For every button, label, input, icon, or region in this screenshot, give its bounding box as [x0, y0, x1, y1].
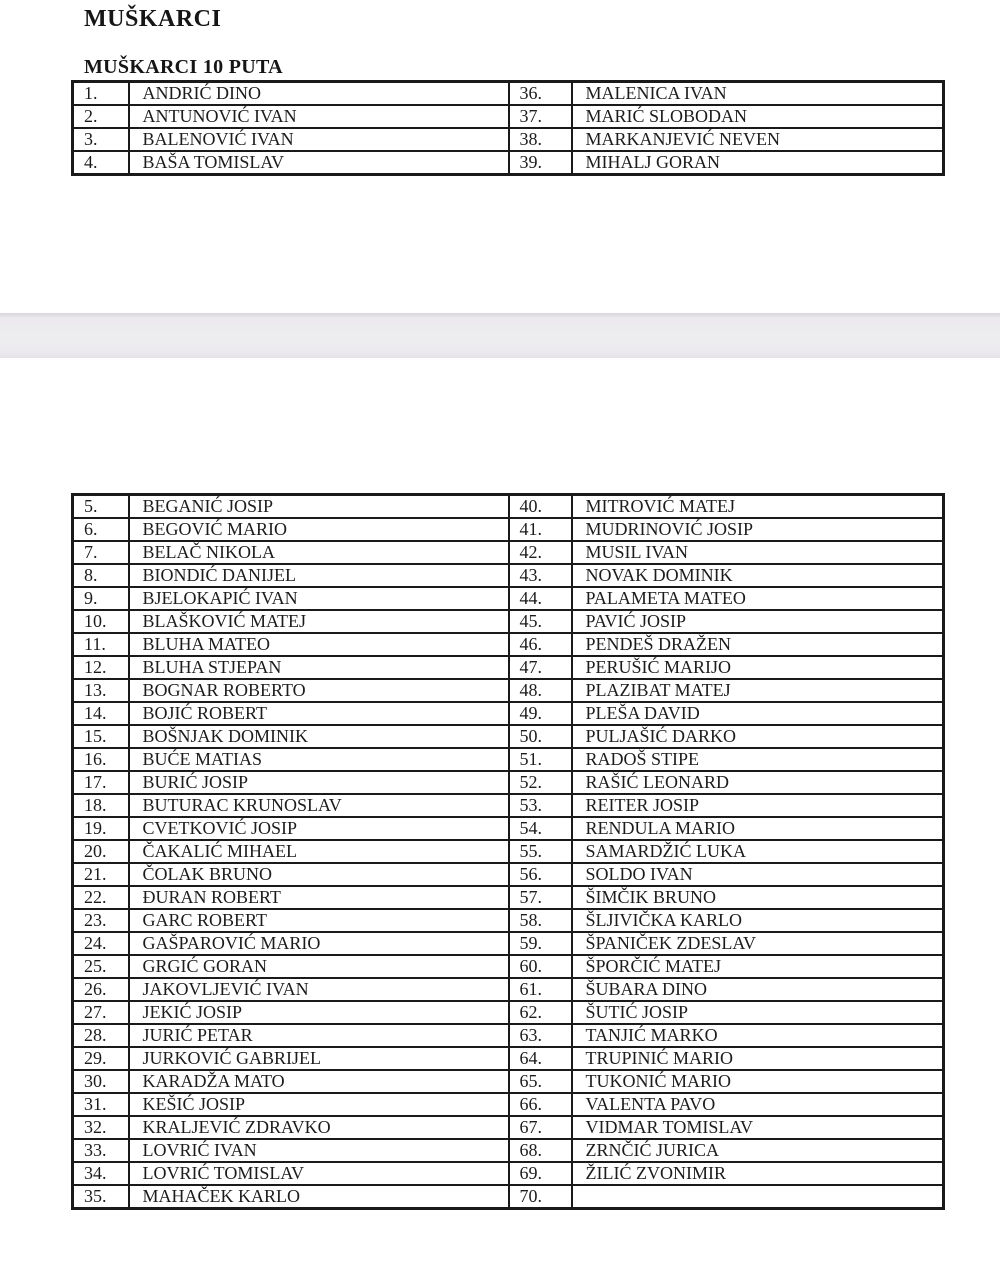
name-cell: ŠUTIĆ JOSIP	[572, 1001, 944, 1024]
name-cell: LOVRIĆ TOMISLAV	[129, 1162, 509, 1185]
name-cell: GRGIĆ GORAN	[129, 955, 509, 978]
row-number-cell: 44.	[509, 587, 572, 610]
name-cell: JURIĆ PETAR	[129, 1024, 509, 1047]
name-cell: TRUPINIĆ MARIO	[572, 1047, 944, 1070]
name-cell: SAMARDŽIĆ LUKA	[572, 840, 944, 863]
row-number-cell: 57.	[509, 886, 572, 909]
name-cell: LOVRIĆ IVAN	[129, 1139, 509, 1162]
row-number-cell: 22.	[73, 886, 129, 909]
table-row	[73, 564, 944, 587]
name-cell: RAŠIĆ LEONARD	[572, 771, 944, 794]
table-row	[73, 128, 944, 151]
name-cell: PLEŠA DAVID	[572, 702, 944, 725]
name-cell: BJELOKAPIĆ IVAN	[129, 587, 509, 610]
name-cell: MAHAČEK KARLO	[129, 1185, 509, 1209]
name-cell: BEGANIĆ JOSIP	[129, 495, 509, 519]
name-cell: KARADŽA MATO	[129, 1070, 509, 1093]
table-row	[73, 518, 944, 541]
table-row	[73, 1001, 944, 1024]
row-number-cell: 1.	[73, 82, 129, 106]
page-break-band	[0, 313, 1000, 358]
name-cell: BUTURAC KRUNOSLAV	[129, 794, 509, 817]
row-number-cell: 19.	[73, 817, 129, 840]
row-number-cell: 68.	[509, 1139, 572, 1162]
row-number-cell: 23.	[73, 909, 129, 932]
row-number-cell: 13.	[73, 679, 129, 702]
table-row	[73, 955, 944, 978]
table-row	[73, 82, 944, 106]
name-cell: JURKOVIĆ GABRIJEL	[129, 1047, 509, 1070]
table-row	[73, 1093, 944, 1116]
name-cell: BIONDIĆ DANIJEL	[129, 564, 509, 587]
name-cell: BLUHA MATEO	[129, 633, 509, 656]
table-row	[73, 863, 944, 886]
name-cell: PENDEŠ DRAŽEN	[572, 633, 944, 656]
row-number-cell: 33.	[73, 1139, 129, 1162]
table-row	[73, 679, 944, 702]
row-number-cell: 41.	[509, 518, 572, 541]
row-number-cell: 25.	[73, 955, 129, 978]
table-row	[73, 978, 944, 1001]
roster-table-bottom	[71, 493, 945, 1210]
table-row	[73, 840, 944, 863]
section-subtitle: MUŠKARCI 10 PUTA	[84, 56, 283, 78]
row-number-cell: 42.	[509, 541, 572, 564]
row-number-cell: 51.	[509, 748, 572, 771]
row-number-cell: 47.	[509, 656, 572, 679]
name-cell: KRALJEVIĆ ZDRAVKO	[129, 1116, 509, 1139]
row-number-cell: 27.	[73, 1001, 129, 1024]
name-cell: TANJIĆ MARKO	[572, 1024, 944, 1047]
name-cell: PULJAŠIĆ DARKO	[572, 725, 944, 748]
name-cell: BLUHA STJEPAN	[129, 656, 509, 679]
name-cell: NOVAK DOMINIK	[572, 564, 944, 587]
row-number-cell: 29.	[73, 1047, 129, 1070]
table-row	[73, 610, 944, 633]
row-number-cell: 28.	[73, 1024, 129, 1047]
name-cell: VALENTA PAVO	[572, 1093, 944, 1116]
row-number-cell: 9.	[73, 587, 129, 610]
row-number-cell: 66.	[509, 1093, 572, 1116]
table-row	[73, 1024, 944, 1047]
table-row	[73, 633, 944, 656]
row-number-cell: 39.	[509, 151, 572, 175]
row-number-cell: 53.	[509, 794, 572, 817]
row-number-cell: 64.	[509, 1047, 572, 1070]
name-cell: MITROVIĆ MATEJ	[572, 495, 944, 519]
table-row	[73, 105, 944, 128]
row-number-cell: 63.	[509, 1024, 572, 1047]
row-number-cell: 49.	[509, 702, 572, 725]
name-cell: ŠPORČIĆ MATEJ	[572, 955, 944, 978]
table-row	[73, 817, 944, 840]
row-number-cell: 16.	[73, 748, 129, 771]
row-number-cell: 20.	[73, 840, 129, 863]
page-title: MUŠKARCI	[84, 6, 222, 32]
row-number-cell: 56.	[509, 863, 572, 886]
name-cell: RENDULA MARIO	[572, 817, 944, 840]
name-cell: MARIĆ SLOBODAN	[572, 105, 944, 128]
name-cell: BUĆE MATIAS	[129, 748, 509, 771]
name-cell: ANTUNOVIĆ IVAN	[129, 105, 509, 128]
name-cell: MUDRINOVIĆ JOSIP	[572, 518, 944, 541]
table-row	[73, 1070, 944, 1093]
name-cell: PLAZIBAT MATEJ	[572, 679, 944, 702]
row-number-cell: 26.	[73, 978, 129, 1001]
row-number-cell: 43.	[509, 564, 572, 587]
row-number-cell: 8.	[73, 564, 129, 587]
row-number-cell: 31.	[73, 1093, 129, 1116]
table-row	[73, 587, 944, 610]
table-row	[73, 771, 944, 794]
name-cell: MARKANJEVIĆ NEVEN	[572, 128, 944, 151]
row-number-cell: 67.	[509, 1116, 572, 1139]
name-cell: GARC ROBERT	[129, 909, 509, 932]
row-number-cell: 65.	[509, 1070, 572, 1093]
row-number-cell: 36.	[509, 82, 572, 106]
table-row	[73, 1139, 944, 1162]
row-number-cell: 52.	[509, 771, 572, 794]
row-number-cell: 17.	[73, 771, 129, 794]
name-cell: TUKONIĆ MARIO	[572, 1070, 944, 1093]
row-number-cell: 18.	[73, 794, 129, 817]
row-number-cell: 15.	[73, 725, 129, 748]
name-cell: ŠIMČIK BRUNO	[572, 886, 944, 909]
name-cell: JAKOVLJEVIĆ IVAN	[129, 978, 509, 1001]
name-cell: ŠPANIČEK ZDESLAV	[572, 932, 944, 955]
name-cell: BURIĆ JOSIP	[129, 771, 509, 794]
row-number-cell: 3.	[73, 128, 129, 151]
name-cell: ANDRIĆ DINO	[129, 82, 509, 106]
name-cell: BOŠNJAK DOMINIK	[129, 725, 509, 748]
name-cell: BOJIĆ ROBERT	[129, 702, 509, 725]
row-number-cell: 30.	[73, 1070, 129, 1093]
row-number-cell: 46.	[509, 633, 572, 656]
table-row	[73, 151, 944, 175]
name-cell: ČOLAK BRUNO	[129, 863, 509, 886]
roster-table-top	[71, 80, 945, 176]
table-row	[73, 748, 944, 771]
row-number-cell: 21.	[73, 863, 129, 886]
row-number-cell: 58.	[509, 909, 572, 932]
name-cell: JEKIĆ JOSIP	[129, 1001, 509, 1024]
name-cell: PAVIĆ JOSIP	[572, 610, 944, 633]
row-number-cell: 62.	[509, 1001, 572, 1024]
row-number-cell: 12.	[73, 656, 129, 679]
row-number-cell: 40.	[509, 495, 572, 519]
name-cell	[572, 1185, 944, 1209]
table-row	[73, 702, 944, 725]
table-row	[73, 495, 944, 519]
name-cell: ŠLJIVIČKA KARLO	[572, 909, 944, 932]
name-cell: MALENICA IVAN	[572, 82, 944, 106]
row-number-cell: 48.	[509, 679, 572, 702]
name-cell: MIHALJ GORAN	[572, 151, 944, 175]
row-number-cell: 24.	[73, 932, 129, 955]
row-number-cell: 34.	[73, 1162, 129, 1185]
row-number-cell: 6.	[73, 518, 129, 541]
name-cell: PALAMETA MATEO	[572, 587, 944, 610]
name-cell: BAŠA TOMISLAV	[129, 151, 509, 175]
row-number-cell: 32.	[73, 1116, 129, 1139]
name-cell: BELAČ NIKOLA	[129, 541, 509, 564]
table-row	[73, 932, 944, 955]
name-cell: MUSIL IVAN	[572, 541, 944, 564]
row-number-cell: 60.	[509, 955, 572, 978]
name-cell: PERUŠIĆ MARIJO	[572, 656, 944, 679]
name-cell: BLAŠKOVIĆ MATEJ	[129, 610, 509, 633]
name-cell: BEGOVIĆ MARIO	[129, 518, 509, 541]
row-number-cell: 2.	[73, 105, 129, 128]
row-number-cell: 45.	[509, 610, 572, 633]
name-cell: GAŠPAROVIĆ MARIO	[129, 932, 509, 955]
name-cell: REITER JOSIP	[572, 794, 944, 817]
name-cell: CVETKOVIĆ JOSIP	[129, 817, 509, 840]
table-row	[73, 1116, 944, 1139]
row-number-cell: 50.	[509, 725, 572, 748]
row-number-cell: 69.	[509, 1162, 572, 1185]
table-row	[73, 656, 944, 679]
row-number-cell: 14.	[73, 702, 129, 725]
table-row	[73, 886, 944, 909]
row-number-cell: 37.	[509, 105, 572, 128]
row-number-cell: 5.	[73, 495, 129, 519]
name-cell: ĐURAN ROBERT	[129, 886, 509, 909]
row-number-cell: 54.	[509, 817, 572, 840]
row-number-cell: 35.	[73, 1185, 129, 1209]
table-row	[73, 541, 944, 564]
row-number-cell: 11.	[73, 633, 129, 656]
name-cell: SOLDO IVAN	[572, 863, 944, 886]
table-row	[73, 1047, 944, 1070]
row-number-cell: 61.	[509, 978, 572, 1001]
name-cell: BALENOVIĆ IVAN	[129, 128, 509, 151]
name-cell: KEŠIĆ JOSIP	[129, 1093, 509, 1116]
row-number-cell: 38.	[509, 128, 572, 151]
table-row	[73, 1185, 944, 1209]
table-row	[73, 1162, 944, 1185]
name-cell: RADOŠ STIPE	[572, 748, 944, 771]
name-cell: BOGNAR ROBERTO	[129, 679, 509, 702]
table-row	[73, 794, 944, 817]
row-number-cell: 7.	[73, 541, 129, 564]
row-number-cell: 70.	[509, 1185, 572, 1209]
name-cell: ZRNČIĆ JURICA	[572, 1139, 944, 1162]
name-cell: ŽILIĆ ZVONIMIR	[572, 1162, 944, 1185]
name-cell: VIDMAR TOMISLAV	[572, 1116, 944, 1139]
name-cell: ŠUBARA DINO	[572, 978, 944, 1001]
table-row	[73, 725, 944, 748]
row-number-cell: 10.	[73, 610, 129, 633]
name-cell: ČAKALIĆ MIHAEL	[129, 840, 509, 863]
table-row	[73, 909, 944, 932]
row-number-cell: 59.	[509, 932, 572, 955]
row-number-cell: 55.	[509, 840, 572, 863]
row-number-cell: 4.	[73, 151, 129, 175]
